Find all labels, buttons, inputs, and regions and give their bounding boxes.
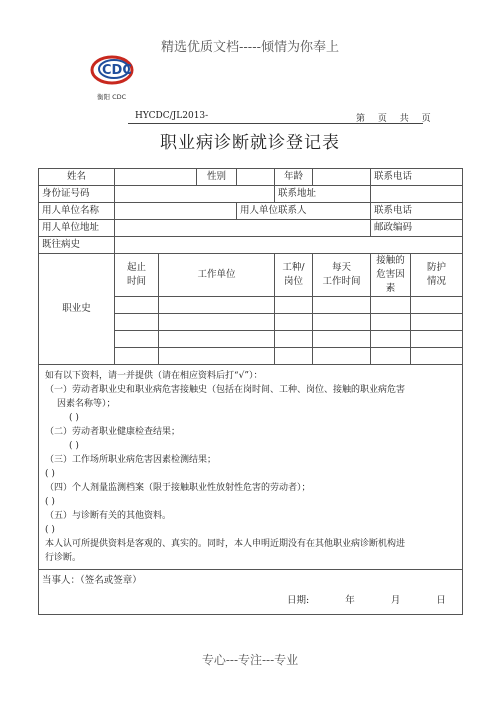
materials-notes — [39, 365, 463, 570]
employer-address-field[interactable] — [115, 220, 371, 237]
header-banner: 精选优质文档-----倾情为你奉上 — [161, 40, 339, 55]
address-field[interactable] — [371, 186, 463, 203]
notes-item-4: （四）个人剂量监测档案（限于接触职业性放射性危害的劳动者）； — [45, 483, 311, 493]
col-hazard-factors: 接触的 危害因素 — [371, 254, 411, 297]
footer-banner: 专心---专注---专业 — [201, 653, 299, 667]
signature-label: 当事人：（签名或签章） — [42, 575, 142, 586]
cdc-logo-icon — [90, 50, 138, 88]
row-notes — [39, 365, 463, 570]
notes-item-2: （二）劳动者职业健康检查结果； — [45, 427, 181, 437]
signature-area[interactable] — [39, 570, 463, 615]
row-employer-address — [39, 220, 463, 237]
page-info: 第 页 共 页 — [356, 114, 431, 124]
postal-code-label: 邮政编码 — [371, 220, 463, 237]
day-label: 日 — [436, 595, 446, 606]
col-daily-hours: 每天 工作时间 — [313, 254, 371, 297]
col-work-unit: 工作单位 — [159, 254, 275, 297]
phone-label: 联系电话 — [371, 169, 463, 186]
medical-history-label: 既往病史 — [39, 237, 115, 254]
age-label: 年龄 — [275, 169, 313, 186]
checkbox-item-3[interactable]: ( ) — [45, 469, 55, 479]
notes-item-1-cont: 因素名称等）； — [57, 399, 116, 409]
year-label: 年 — [345, 595, 355, 606]
row-medical-history — [39, 237, 463, 254]
occupational-history-label: 职业史 — [39, 254, 115, 365]
employer-label: 用人单位名称 — [39, 203, 115, 220]
col-start-end: 起止 时间 — [115, 254, 159, 297]
employer-field[interactable] — [115, 203, 237, 220]
statement-line-2: 行诊断。 — [45, 553, 82, 563]
col-job-position: 工种/ 岗位 — [275, 254, 313, 297]
cdc-logo — [90, 50, 138, 88]
logo-text: CDC — [102, 63, 132, 78]
medical-history-field[interactable] — [115, 237, 463, 254]
notes-item-5: （五）与诊断有关的其他资料。 — [45, 511, 172, 521]
gender-label: 性别 — [197, 169, 237, 186]
month-label: 月 — [390, 595, 401, 606]
signature-date — [42, 594, 459, 608]
document-number: HYCDC/JL2013- — [135, 111, 209, 121]
name-label: 姓名 — [39, 169, 115, 186]
name-field[interactable] — [115, 169, 197, 186]
row-id-address — [39, 186, 463, 203]
checkbox-item-1[interactable]: ( ) — [69, 413, 79, 423]
id-field[interactable] — [115, 186, 275, 203]
occupational-header-row — [39, 254, 463, 297]
row-signature — [39, 570, 463, 615]
form-title: 职业病诊断就诊登记表 — [160, 133, 340, 153]
employer-address-label: 用人单位地址 — [39, 220, 115, 237]
registration-form — [38, 168, 463, 615]
header-rule — [128, 123, 423, 124]
logo-caption: 衡阳 CDC — [97, 93, 127, 101]
employer-phone-label: 联系电话 — [371, 203, 463, 220]
id-label: 身份证号码 — [39, 186, 115, 203]
age-field[interactable] — [313, 169, 371, 186]
notes-intro: 如有以下资料，请一并提供（请在相应资料后打“√”）： — [45, 371, 263, 381]
address-label: 联系地址 — [275, 186, 371, 203]
notes-item-3: （三）工作场所职业病危害因素检测结果； — [45, 455, 217, 465]
col-protection: 防护 情况 — [411, 254, 463, 297]
checkbox-item-5[interactable]: ( ) — [45, 525, 55, 535]
checkbox-item-4[interactable]: ( ) — [45, 497, 55, 507]
date-label: 日期: — [287, 595, 310, 606]
notes-item-1: （一）劳动者职业史和职业病危害接触史（包括在岗时间、工种、岗位、接触的职业病危害 — [45, 385, 406, 395]
checkbox-item-2[interactable]: ( ) — [69, 441, 79, 451]
gender-field[interactable] — [237, 169, 275, 186]
row-employer — [39, 203, 463, 220]
row-basic-info — [39, 169, 463, 186]
statement-line-1: 本人认可所提供资料是客观的、真实的。同时，本人申明近期没有在其他职业病诊断机构进 — [45, 539, 406, 549]
employer-contact-label: 用人单位联系人 — [237, 203, 371, 220]
